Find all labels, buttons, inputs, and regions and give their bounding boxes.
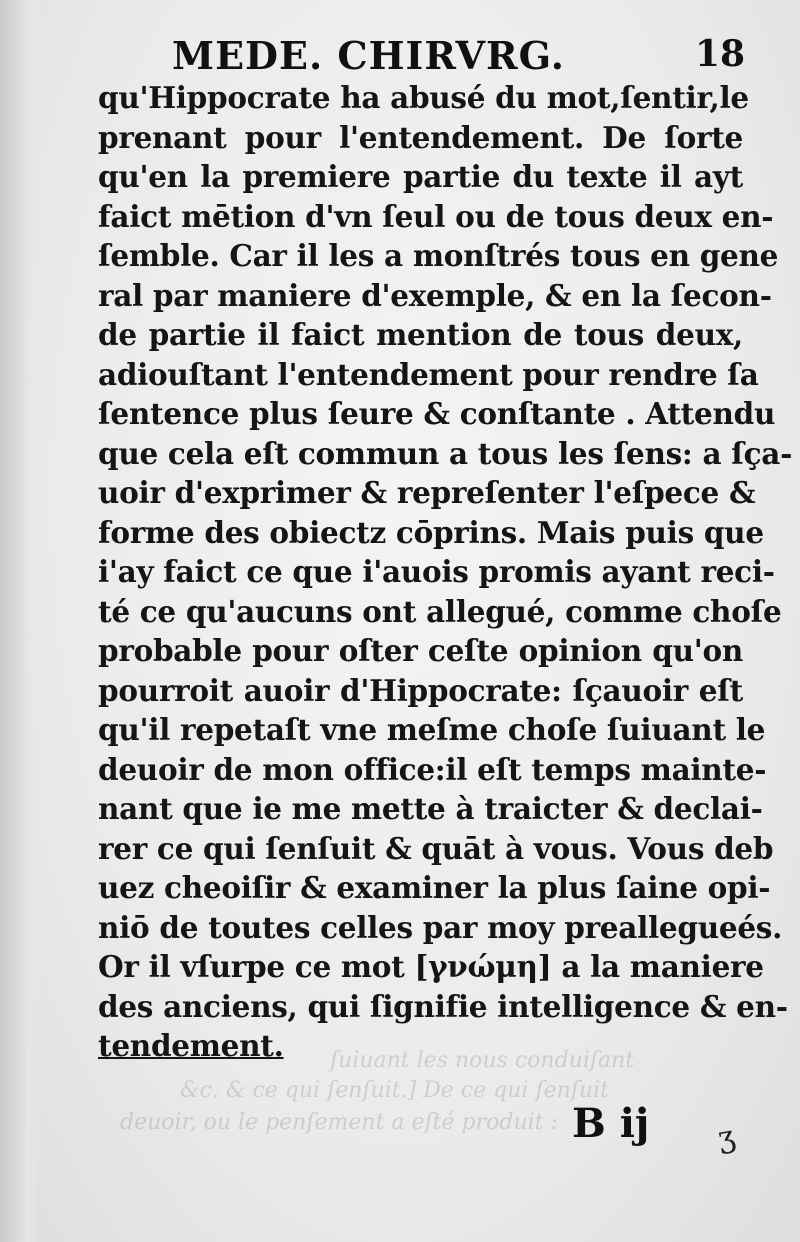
show-through-line-1: ſuiuant les nous conduiſant xyxy=(330,1048,635,1073)
text-line: té ce qu'aucuns ont allegué, comme choſe xyxy=(98,593,782,629)
running-title: MEDE. CHIRVRG. xyxy=(172,33,565,78)
text-line: Or il vſurpe ce mot [γνώμη] a la maniere xyxy=(98,949,764,984)
text-line: ſentence plus ſeure & conſtante . Attendu xyxy=(98,396,776,431)
text-line: des anciens, qui ſignifie intelligence & en- xyxy=(98,988,788,1024)
text-line: rer ce qui ſenſuit & quāt à vous. Vous deb xyxy=(98,830,774,866)
text-line: ſemble. Car il les a monſtrés tous en gene xyxy=(98,238,779,273)
text-line: que cela eſt commun a tous les ſens: a ſça- xyxy=(98,435,793,471)
page-gutter-shadow xyxy=(0,0,40,1242)
text-line: qu'il repetaſt vne meſme choſe ſuiuant le xyxy=(98,712,766,747)
running-header xyxy=(0,25,800,85)
text-line: forme des obiectz cōprins. Mais puis que xyxy=(98,514,764,550)
text-line: uoir d'exprimer & repreſenter l'eſpece & xyxy=(98,475,756,510)
text-line-last: tendement. xyxy=(98,1028,284,1063)
show-through-line-2: &c. & ce qui ſenſuit.] De ce qui ſenſuit xyxy=(180,1078,609,1103)
text-line: nant que ie me mette à traicter & declai- xyxy=(98,791,763,826)
text-line: qu'Hippocrate ha abusé du mot,ſentir,le xyxy=(98,80,749,115)
text-line: pourroit auoir d'Hippocrate: ſçauoir eſt xyxy=(98,672,743,708)
text-line: ral par maniere d'exemple, & en la ſecon- xyxy=(98,277,772,313)
body-text xyxy=(98,78,793,1066)
text-line: niō de toutes celles par moy preallegueés. xyxy=(98,909,783,945)
text-line: probable pour oſter ceſte opinion qu'on xyxy=(98,633,743,668)
text-line: de partie il faict mention de tous deux, xyxy=(98,317,743,352)
text-line: i'ay faict ce que i'auois promis ayant reci- xyxy=(98,554,775,589)
text-line: uez cheoiſir & examiner la plus ſaine opi- xyxy=(98,870,771,905)
text-line: adiouſtant l'entendement pour rendre ſa xyxy=(98,356,759,392)
page-number: 18 xyxy=(695,33,746,75)
text-line: faict mētion d'vn ſeul ou de tous deux en- xyxy=(98,198,774,234)
text-line: qu'en la premiere partie du texte il ayt xyxy=(98,159,743,194)
signature-mark: B ij xyxy=(572,1100,650,1147)
text-line: deuoir de mon office:il eſt temps mainte- xyxy=(98,751,767,787)
show-through-line-3: deuoir, ou le penſement a eſté produit : xyxy=(120,1110,558,1135)
text-line: prenant pour l'entendement. De ſorte xyxy=(98,119,743,155)
ink-blot: ʒ xyxy=(715,1118,738,1157)
